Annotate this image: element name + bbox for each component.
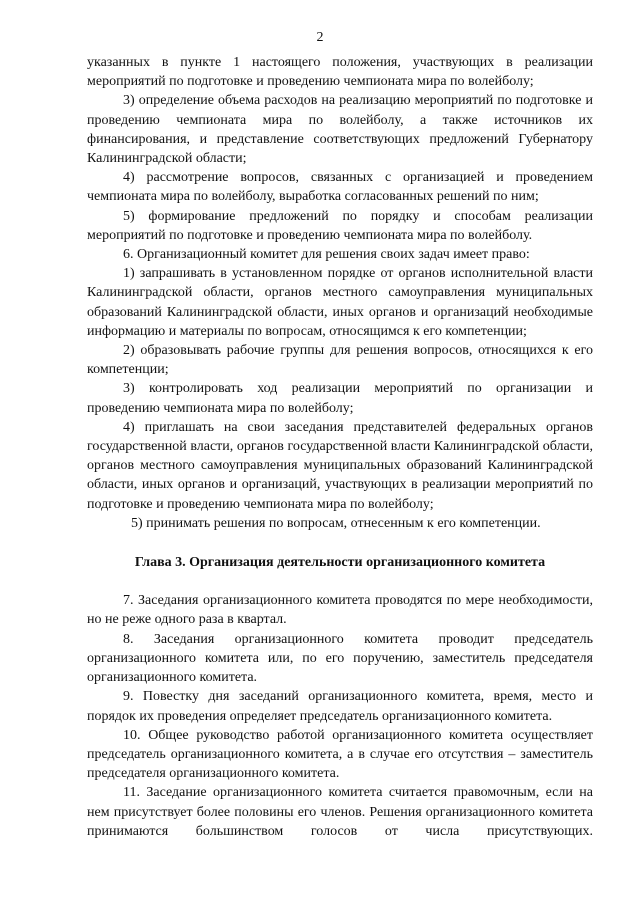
paragraph-6: 6. Организационный комитет для решения своих задач имеет право: <box>123 247 530 263</box>
paragraph-item-6-5: 5) принимать решения по вопросам, отнесенным к его компетенции. <box>131 515 541 531</box>
paragraph-11: 11. Заседание организационного комитета считается правомочным, если на нем присутствует более половины его членов. Решения организационного комитета принимаются большинством голосов от числа присутствующих. <box>87 785 593 839</box>
paragraph-continuation: указанных в пункте 1 настоящего положения, участвующих в реализации мероприятий по подготовке и проведению чемпионата мира по волейболу; <box>87 55 593 90</box>
paragraph-item-6-4: 4) приглашать на свои заседания представителей федеральных органов государственной власти, органов государственной власти Калининградской области, органов местного самоуправления муниципальных образований Калининградской области, иных органов и организаций, участвующих в реализации мероприятий по подготовке и проведению чемпионата мира по волейболу; <box>87 419 593 512</box>
paragraph-8: 8. Заседания организационного комитета проводит председатель организационного комитета или, по его поручению, заместитель председателя организационного комитета. <box>87 631 593 686</box>
paragraph-item-6-1: 1) запрашивать в установленном порядке от органов исполнительной власти Калининградской области, органов местного самоуправления муниципальных образований Калининградской области, иных органов и организаций необходимые информацию и материалы по вопросам, относящимся к его компетенции; <box>87 266 593 339</box>
page-number: 2 <box>316 30 324 45</box>
paragraph-item-5-3: 3) определение объема расходов на реализацию мероприятий по подготовке и проведению чемпионата мира по волейболу, а также источников их финансирования, и представление соответствующих предложений Губернатору Калининградской области; <box>87 93 593 167</box>
paragraph-item-5-5: 5) формирование предложений по порядку и способам реализации мероприятий по подготовке и проведению чемпионата мира по волейболу. <box>87 208 593 243</box>
paragraph-item-6-2: 2) образовывать рабочие группы для решения вопросов, относящихся к его компетенции; <box>87 343 593 378</box>
chapter-heading: Глава 3. Организация деятельности организационного комитета <box>134 555 546 571</box>
paragraph-10: 10. Общее руководство работой организационного комитета осуществляет председатель организационного комитета, а в случае его отсутствия – заместитель председателя организационного комитета. <box>87 727 593 782</box>
document-body <box>87 53 593 841</box>
paragraph-item-5-4: 4) рассмотрение вопросов, связанных с организацией и проведением чемпионата мира по волейболу, выработка согласованных решений по ним; <box>87 170 593 205</box>
paragraph-7: 7. Заседания организационного комитета проводятся по мере необходимости, но не реже одного раза в квартал. <box>87 593 593 628</box>
paragraph-9: 9. Повестку дня заседаний организационного комитета, время, место и порядок их проведения определяет председатель организационного комитета. <box>87 689 593 724</box>
paragraph-item-6-3: 3) контролировать ход реализации мероприятий по организации и проведению чемпионата мира по волейболу; <box>87 381 593 416</box>
